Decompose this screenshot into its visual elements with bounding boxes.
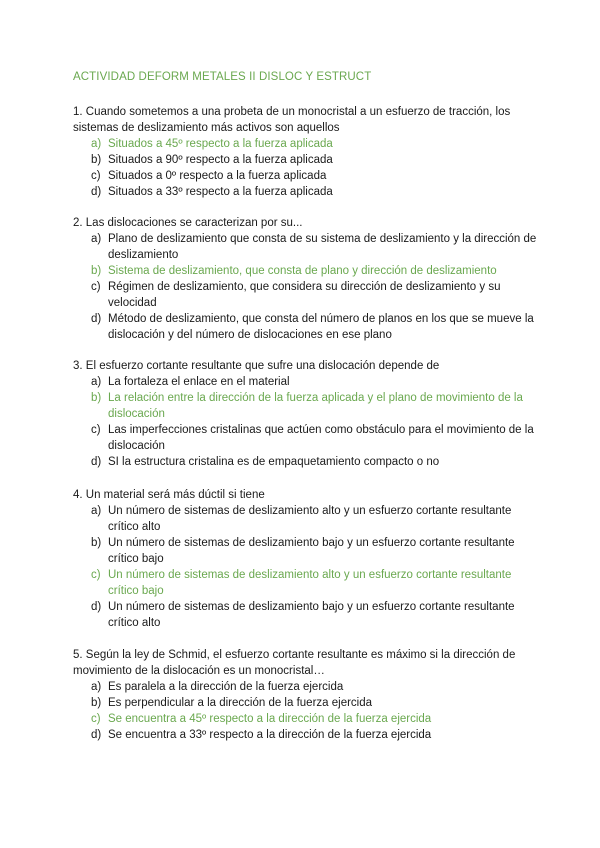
option-d [73, 727, 543, 743]
option-letter: d) [91, 456, 102, 468]
option-b [73, 535, 543, 567]
option-text: Situados a 33º respecto a la fuerza aplicada [108, 186, 333, 198]
option-a [73, 374, 543, 390]
option-text: Sistema de deslizamiento, que consta de plano y dirección de deslizamiento [108, 265, 497, 277]
options-list [73, 374, 543, 470]
question-2 [73, 215, 543, 343]
option-c [73, 422, 543, 454]
option-letter: a) [91, 376, 102, 388]
option-text: Se encuentra a 33º respecto a la dirección de la fuerza ejercida [108, 729, 432, 741]
option-text: Situados a 45º respecto a la fuerza aplicada [108, 138, 333, 150]
question-4 [73, 487, 543, 631]
option-letter: a) [91, 505, 102, 517]
option-c [73, 279, 543, 311]
option-text: Plano de deslizamiento que consta de su sistema de deslizamiento y la dirección de deslizamiento [108, 233, 537, 261]
options-list [73, 231, 543, 343]
option-d [73, 599, 543, 631]
option-letter: d) [91, 313, 102, 325]
option-letter: a) [91, 233, 102, 245]
question-1 [73, 104, 543, 200]
option-letter: d) [91, 729, 102, 741]
option-b [73, 390, 543, 422]
option-text: Un número de sistemas de deslizamiento alto y un esfuerzo cortante resultante crítico bajo [108, 569, 512, 597]
question-3 [73, 358, 543, 470]
question-stem: 2. Las dislocaciones se caracterizan por su... [73, 217, 303, 229]
option-letter: c) [91, 713, 101, 725]
option-text: Situados a 90º respecto a la fuerza aplicada [108, 154, 333, 166]
option-letter: c) [91, 569, 101, 581]
question-stem: 5. Según la ley de Schmid, el esfuerzo cortante resultante es máximo si la dirección de movimiento de la dislocación es un monocristal… [73, 649, 516, 677]
option-letter: c) [91, 281, 101, 293]
option-letter: b) [91, 154, 102, 166]
option-letter: c) [91, 424, 101, 436]
option-c [73, 168, 543, 184]
options-list [73, 503, 543, 631]
option-a [73, 136, 543, 152]
option-text: Es perpendicular a la dirección de la fuerza ejercida [108, 697, 373, 709]
option-letter: b) [91, 697, 102, 709]
option-c [73, 567, 543, 599]
option-text: Un número de sistemas de deslizamiento bajo y un esfuerzo cortante resultante crítico bajo [108, 537, 515, 565]
option-letter: d) [91, 601, 102, 613]
option-text: La fortaleza el enlace en el material [108, 376, 290, 388]
option-text: Método de deslizamiento, que consta del número de planos en los que se mueve la dislocación y del número de dislocaciones en ese plano [108, 313, 534, 341]
option-letter: a) [91, 138, 102, 150]
question-stem: 3. El esfuerzo cortante resultante que sufre una dislocación depende de [73, 360, 440, 372]
option-text: Situados a 0º respecto a la fuerza aplicada [108, 170, 327, 182]
option-text: SI la estructura cristalina es de empaquetamiento compacto o no [108, 456, 440, 468]
option-a [73, 231, 543, 263]
option-d [73, 454, 543, 470]
option-letter: b) [91, 537, 102, 549]
options-list [73, 136, 543, 200]
option-d [73, 311, 543, 343]
option-letter: a) [91, 681, 102, 693]
option-a [73, 679, 543, 695]
option-a [73, 503, 543, 535]
option-letter: b) [91, 392, 102, 404]
option-text: Régimen de deslizamiento, que considera su dirección de deslizamiento y su velocidad [108, 281, 501, 309]
option-letter: c) [91, 170, 101, 182]
option-c [73, 711, 543, 727]
document-title: ACTIVIDAD DEFORM METALES II DISLOC Y ESTRUCT [73, 71, 372, 83]
option-text: La relación entre la dirección de la fuerza aplicada y el plano de movimiento de la dislocación [108, 392, 523, 420]
question-5 [73, 647, 543, 743]
option-text: Se encuentra a 45º respecto a la dirección de la fuerza ejercida [108, 713, 432, 725]
option-text: Un número de sistemas de deslizamiento alto y un esfuerzo cortante resultante crítico alto [108, 505, 512, 533]
options-list [73, 679, 543, 743]
option-b [73, 695, 543, 711]
option-text: Es paralela a la dirección de la fuerza ejercida [108, 681, 344, 693]
option-b [73, 263, 543, 279]
option-text: Las imperfecciones cristalinas que actúen como obstáculo para el movimiento de la dislocación [108, 424, 534, 452]
option-d [73, 184, 543, 200]
question-stem: 4. Un material será más dúctil si tiene [73, 489, 265, 501]
option-letter: b) [91, 265, 102, 277]
option-text: Un número de sistemas de deslizamiento bajo y un esfuerzo cortante resultante crítico alto [108, 601, 515, 629]
option-letter: d) [91, 186, 102, 198]
question-stem: 1. Cuando sometemos a una probeta de un monocristal a un esfuerzo de tracción, los sistemas de deslizamiento más activos son aquellos [73, 106, 511, 134]
option-b [73, 152, 543, 168]
